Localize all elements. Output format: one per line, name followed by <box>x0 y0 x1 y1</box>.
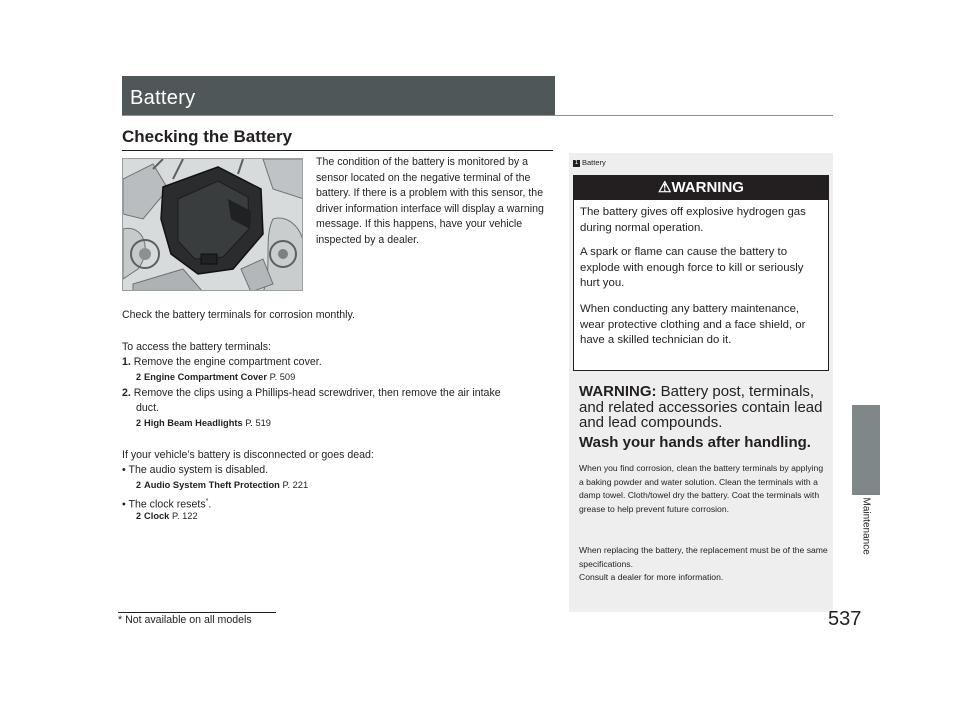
lead-warning-text: WARNING: Battery post, terminals, and related accessories contain lead and lead compounds. <box>579 383 823 431</box>
bullet-audio-disabled: • The audio system is disabled. <box>122 464 269 476</box>
bullet-icon: • <box>122 464 126 476</box>
intro-paragraph: The condition of the battery is monitored by a sensor located on the negative terminal of the battery. If there is a problem with this sensor, the driver information interface will display a warning message. If this happens, have your vehicle inspected by a dealer. <box>316 156 544 246</box>
step-1-text: Remove the engine compartment cover. <box>133 356 322 368</box>
side-tab <box>852 405 880 495</box>
warning-paragraph-1: The battery gives off explosive hydrogen gas during normal operation. <box>580 206 806 234</box>
page-number: 537 <box>828 608 862 630</box>
access-intro-text: To access the battery terminals: <box>122 341 271 353</box>
xref-clock[interactable]: 2 Clock P. 122 <box>136 511 198 521</box>
heading-rule <box>122 150 553 151</box>
warning-box <box>573 175 829 371</box>
page-heading: Checking the Battery <box>122 127 293 146</box>
wash-hands-text: Wash your hands after handling. <box>579 434 811 451</box>
corrosion-text: When you find corrosion, clean the battery terminals by applying a baking powder and water solution. Clean the terminals with a damp towel. Cloth/towel dry the battery. Coat the terminals with grease to help prevent future corrosion. <box>579 463 824 514</box>
footer-rule <box>118 612 276 613</box>
step-2-text: Remove the clips using a Phillips-head screwdriver, then remove the air intake <box>133 387 501 399</box>
footnote-mark: * <box>205 498 209 505</box>
warning-header <box>574 176 828 200</box>
replace-text: When replacing the battery, the replacement must be of the same specifications. <box>579 545 828 569</box>
step-2 <box>122 386 501 402</box>
battery-photo <box>122 158 303 291</box>
xref-audio-system-theft-protection[interactable]: 2 Audio System Theft Protection P. 221 <box>136 480 309 490</box>
bullet-clock-resets: • The clock resets*. <box>122 498 212 511</box>
warning-label: WARNING <box>671 179 744 196</box>
warning-paragraph-2: A spark or flame can cause the battery to explode with enough force to kill or seriously hurt you. <box>580 246 804 289</box>
check-monthly-text: Check the battery terminals for corrosion monthly. <box>122 309 355 321</box>
step-1-number: 1. <box>122 356 131 368</box>
side-label: Maintenance <box>860 497 872 555</box>
warning-triangle-icon: ⚠ <box>658 179 672 196</box>
warning-paragraph-3: When conducting any battery maintenance, wear protective clothing and a face shield, or have a skilled technician do it. <box>580 303 806 346</box>
xref-arrow-icon: 2 <box>136 480 142 490</box>
section-title: Battery <box>130 87 196 109</box>
xref-arrow-icon: 2 <box>136 418 142 428</box>
section-banner <box>122 76 555 116</box>
reference-icon: 1 <box>574 159 579 166</box>
xref-engine-compartment-cover[interactable]: 2 Engine Compartment Cover P. 509 <box>136 372 296 382</box>
step-1 <box>122 355 322 371</box>
engine-illustration <box>123 159 303 291</box>
sidebar-reference: 1 Battery <box>574 158 606 167</box>
xref-arrow-icon: 2 <box>136 511 142 521</box>
xref-arrow-icon: 2 <box>136 372 142 382</box>
disconnect-intro-text: If your vehicle’s battery is disconnected or goes dead: <box>122 449 374 461</box>
step-2-number: 2. <box>122 387 131 399</box>
bullet-icon: • <box>122 498 126 511</box>
consult-text: Consult a dealer for more information. <box>579 572 724 582</box>
step-2-text-cont: duct. <box>136 402 159 414</box>
xref-high-beam-headlights[interactable]: 2 High Beam Headlights P. 519 <box>136 418 271 428</box>
header-rule <box>122 115 833 116</box>
lead-warning-label: WARNING: <box>579 383 657 400</box>
footnote-text: * Not available on all models <box>118 614 252 626</box>
